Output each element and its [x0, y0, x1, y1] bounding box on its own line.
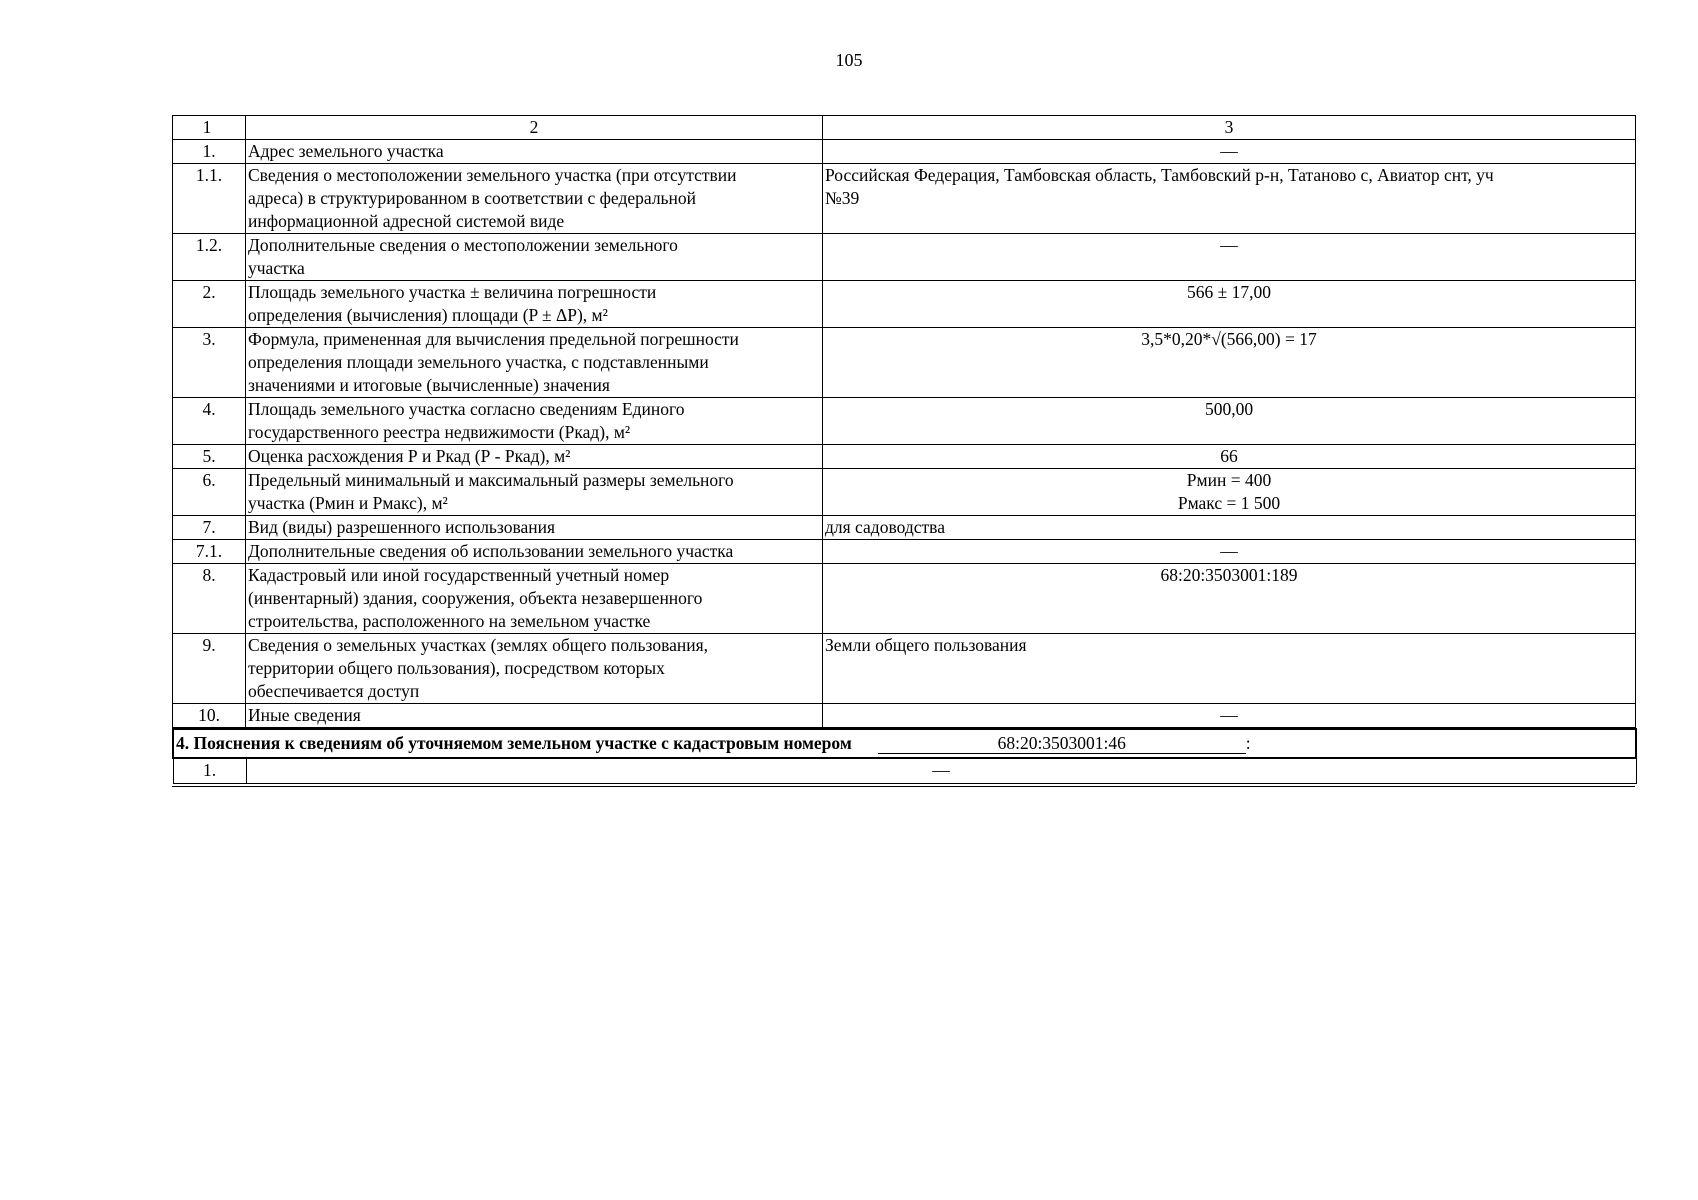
row-value-line: — — [1220, 541, 1238, 561]
row-value-line: 500,00 — [1204, 399, 1254, 419]
row-value-line: Российская Федерация, Тамбовская область, Тамбовский р-н, Татаново с, Авиатор снт, уч — [825, 165, 1494, 185]
row-label — [246, 564, 823, 634]
row-label-line: участка — [248, 258, 305, 278]
table-row — [173, 564, 1636, 634]
section-4-header — [173, 729, 1636, 758]
row-number: 8. — [173, 564, 246, 634]
row-value-line: 66 — [1220, 446, 1238, 466]
row-label-line: определения (вычисления) площади (P ± ΔP), м² — [248, 305, 608, 325]
row-number: 6. — [173, 469, 246, 516]
row-value — [823, 516, 1636, 540]
table-row — [173, 328, 1636, 398]
table-row — [173, 540, 1636, 564]
table-row — [173, 704, 1636, 728]
row-value — [823, 234, 1636, 281]
table-row — [173, 445, 1636, 469]
row-number: 9. — [173, 634, 246, 704]
row-value-line: Земли общего пользования — [825, 635, 1027, 655]
row-label-line: Сведения о местоположении земельного участка (при отсутствии — [248, 165, 737, 185]
row-label-line: Вид (виды) разрешенного использования — [248, 517, 556, 537]
row-label — [246, 328, 823, 398]
bottom-rule — [172, 786, 1635, 787]
row-label-line: Дополнительные сведения об использовании земельного участка — [248, 541, 734, 561]
row-number: 5. — [173, 445, 246, 469]
row-value — [823, 328, 1636, 398]
row-number: 7.1. — [173, 540, 246, 564]
row-value — [823, 164, 1636, 234]
column-header-2: 2 — [246, 116, 823, 140]
row-value — [823, 634, 1636, 704]
row-value-line: Рмакс = 1 500 — [1177, 493, 1281, 513]
row-value — [823, 469, 1636, 516]
row-value-line: 68:20:3503001:189 — [1160, 565, 1298, 585]
row-label — [246, 469, 823, 516]
row-number: 7. — [173, 516, 246, 540]
row-label-line: Адрес земельного участка — [248, 141, 444, 161]
row-label — [246, 540, 823, 564]
row-label — [246, 164, 823, 234]
row-label — [246, 398, 823, 445]
row-label-line: Площадь земельного участка согласно сведениям Единого — [248, 399, 685, 419]
row-number: 2. — [173, 281, 246, 328]
row-label-line: Оценка расхождения Р и Ркад (Р - Ркад), м² — [248, 446, 571, 466]
row-value — [823, 398, 1636, 445]
row-value — [823, 704, 1636, 728]
table-row — [173, 516, 1636, 540]
row-value-line: — — [1220, 235, 1238, 255]
row-label-line: (инвентарный) здания, сооружения, объекта незавершенного — [248, 588, 703, 608]
row-value — [823, 445, 1636, 469]
row-value-line: №39 — [825, 188, 860, 208]
row-value — [823, 281, 1636, 328]
section-4-row-number: 1. — [173, 758, 246, 784]
row-label — [246, 281, 823, 328]
row-label-line: Предельный минимальный и максимальный размеры земельного — [248, 470, 734, 490]
row-label-line: Площадь земельного участка ± величина погрешности — [248, 282, 657, 302]
section-4-cadastral-number: 68:20:3503001:46 — [878, 733, 1246, 754]
row-number: 1.1. — [173, 164, 246, 234]
row-label-line: определения площади земельного участка, с подставленными — [248, 352, 709, 372]
row-label-line: Иные сведения — [248, 705, 361, 725]
row-label — [246, 704, 823, 728]
row-value-line: для садоводства — [825, 517, 945, 537]
row-number: 1. — [173, 140, 246, 164]
table-row — [173, 634, 1636, 704]
table-header-row — [173, 116, 1636, 140]
row-label — [246, 445, 823, 469]
row-number: 4. — [173, 398, 246, 445]
row-value — [823, 540, 1636, 564]
row-label-line: государственного реестра недвижимости (Ркад), м² — [248, 422, 631, 442]
row-label-line: строительства, расположенного на земельном участке — [248, 611, 651, 631]
section-4-colon: : — [1245, 733, 1251, 753]
section-4-title: 4. Пояснения к сведениям об уточняемом земельном участке с кадастровым номером — [176, 733, 852, 753]
section-4-header-row — [173, 729, 1636, 758]
table-row — [173, 398, 1636, 445]
row-label — [246, 140, 823, 164]
row-value-line: Рмин = 400 — [1186, 470, 1272, 490]
table-row — [173, 140, 1636, 164]
table-row — [173, 164, 1636, 234]
document-sheet — [172, 115, 1635, 787]
row-number: 10. — [173, 704, 246, 728]
row-label-line: обеспечивается доступ — [248, 681, 420, 701]
row-number: 1.2. — [173, 234, 246, 281]
row-number: 3. — [173, 328, 246, 398]
row-value — [823, 564, 1636, 634]
table-row — [173, 234, 1636, 281]
row-label-line: значениями и итоговые (вычисленные) значения — [248, 375, 610, 395]
table-row — [173, 281, 1636, 328]
row-label-line: адреса) в структурированном в соответствии с федеральной — [248, 188, 697, 208]
page-number: 105 — [835, 50, 863, 70]
section-4-row-value: — — [246, 758, 1636, 784]
table-row — [173, 469, 1636, 516]
row-value-line: — — [1220, 141, 1238, 161]
row-label-line: участка (Рмин и Рмакс), м² — [248, 493, 448, 513]
row-label-line: территории общего пользования), посредством которых — [248, 658, 665, 678]
row-value-line: — — [1220, 705, 1238, 725]
row-label-line: Дополнительные сведения о местоположении земельного — [248, 235, 678, 255]
row-label-line: Кадастровый или иной государственный учетный номер — [248, 565, 670, 585]
row-label — [246, 234, 823, 281]
column-header-3: 3 — [823, 116, 1636, 140]
section-4-row-1 — [173, 758, 1636, 784]
row-value — [823, 140, 1636, 164]
section-4-table — [172, 728, 1637, 784]
row-label-line: Формула, примененная для вычисления предельной погрешности — [248, 329, 739, 349]
row-label — [246, 516, 823, 540]
row-label — [246, 634, 823, 704]
row-value-line: 3,5*0,20*√(566,00) = 17 — [1141, 329, 1317, 349]
row-label-line: Сведения о земельных участках (землях общего пользования, — [248, 635, 709, 655]
land-plot-info-table — [172, 115, 1636, 728]
row-label-line: информационной адресной системой виде — [248, 211, 565, 231]
row-value-line: 566 ± 17,00 — [1187, 282, 1271, 302]
column-header-1: 1 — [173, 116, 246, 140]
